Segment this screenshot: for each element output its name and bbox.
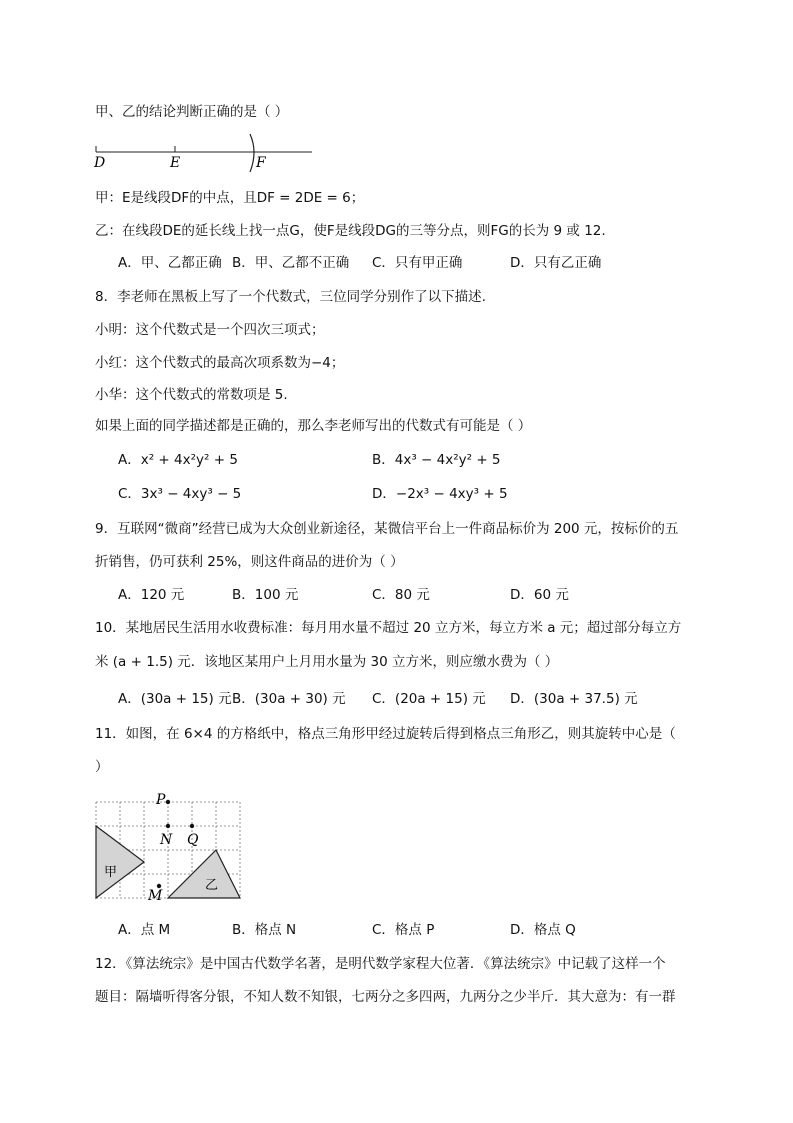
q11-grid-figure: [94, 790, 246, 906]
label-yi: 乙: [205, 878, 219, 893]
q10-line1: 10．某地居民生活用水收费标准：每月用水量不超过 20 立方米，每立方米 a 元；超过部分每立方: [95, 620, 682, 636]
q10-option-b[interactable]: B．(30a + 30) 元: [232, 691, 346, 707]
label-jia: 甲: [104, 865, 118, 880]
label-q: Q: [187, 832, 199, 848]
q7-option-a[interactable]: A．甲、乙都正确: [118, 255, 222, 271]
q8-xiaohong: 小红：这个代数式的最高次项系数为−4；: [95, 355, 345, 371]
q9-line1: 9．互联网“微商”经营已成为大众创业新途径，某微信平台上一件商品标价为 200 元，按标价的五: [95, 521, 679, 537]
q8-xiaoming: 小明：这个代数式是一个四次三项式；: [95, 322, 325, 338]
q7-statement-jia: 甲：E是线段DF的中点，且DF = 2DE = 6；: [95, 190, 365, 206]
q7-option-b[interactable]: B．甲、乙都不正确: [232, 255, 350, 271]
q8-option-b[interactable]: B．4x³ − 4x²y² + 5: [372, 452, 501, 468]
q11-option-a[interactable]: A．点 M: [118, 922, 171, 938]
q10-option-c[interactable]: C．(20a + 15) 元: [372, 691, 486, 707]
q7-segment-figure: [88, 132, 328, 176]
q11-option-d[interactable]: D．格点 Q: [510, 922, 576, 938]
q7-option-c[interactable]: C．只有甲正确: [372, 255, 463, 271]
q7-stem-tail: 甲、乙的结论判断正确的是（ ）: [95, 104, 289, 120]
point-q: [190, 824, 194, 828]
q8-stem: 8．李老师在黑板上写了一个代数式，三位同学分别作了以下描述.: [95, 289, 486, 305]
q12-line1: 12．《算法统宗》是中国古代数学名著，是明代数学家程大位著．《算法统宗》中记载了这样一个: [95, 956, 666, 972]
q9-option-a[interactable]: A．120 元: [118, 587, 185, 603]
q8-option-c[interactable]: C．3x³ − 4xy³ − 5: [118, 486, 242, 502]
point-p: [166, 800, 170, 804]
q8-option-d[interactable]: D．−2x³ − 4xy³ + 5: [372, 486, 508, 502]
point-n: [166, 824, 170, 828]
q11-line1: 11．如图，在 6×4 的方格纸中，格点三角形甲经过旋转后得到格点三角形乙，则其旋转中心是（: [95, 726, 676, 742]
q11-line2: ）: [95, 759, 109, 775]
arc-mark-f: [250, 134, 254, 172]
q9-option-b[interactable]: B．100 元: [232, 587, 299, 603]
q8-question: 如果上面的同学描述都是正确的，那么李老师写出的代数式有可能是（ ）: [95, 418, 532, 434]
q8-xiaohua: 小华：这个代数式的常数项是 5.: [95, 387, 288, 403]
q9-option-d[interactable]: D．60 元: [510, 587, 569, 603]
label-m: M: [148, 888, 163, 904]
label-f: F: [256, 155, 266, 171]
q10-line2: 米 (a + 1.5) 元．该地区某用户上月用水量为 30 立方米，则应缴水费为（ ）: [95, 654, 559, 670]
label-n: N: [160, 832, 173, 848]
q12-line2: 题目：隔墙听得客分银，不知人数不知银，七两分之多四两，九两分之少半斤．其大意为：有一群: [95, 989, 676, 1005]
q7-statement-yi: 乙：在线段DE的延长线上找一点G，使F是线段DG的三等分点，则FG的长为 9 或 12.: [95, 223, 606, 239]
q11-option-b[interactable]: B．格点 N: [232, 922, 297, 938]
q10-option-d[interactable]: D．(30a + 37.5) 元: [510, 691, 638, 707]
q9-line2: 折销售，仍可获利 25%，则这件商品的进价为（ ）: [95, 554, 404, 570]
label-e: E: [170, 155, 181, 171]
q11-option-c[interactable]: C．格点 P: [372, 922, 435, 938]
label-p: P: [156, 792, 166, 808]
q8-option-a[interactable]: A．x² + 4x²y² + 5: [118, 452, 238, 468]
q9-option-c[interactable]: C．80 元: [372, 587, 430, 603]
q10-option-a[interactable]: A．(30a + 15) 元: [118, 691, 232, 707]
label-d: D: [94, 155, 106, 171]
q7-option-d[interactable]: D．只有乙正确: [510, 255, 602, 271]
